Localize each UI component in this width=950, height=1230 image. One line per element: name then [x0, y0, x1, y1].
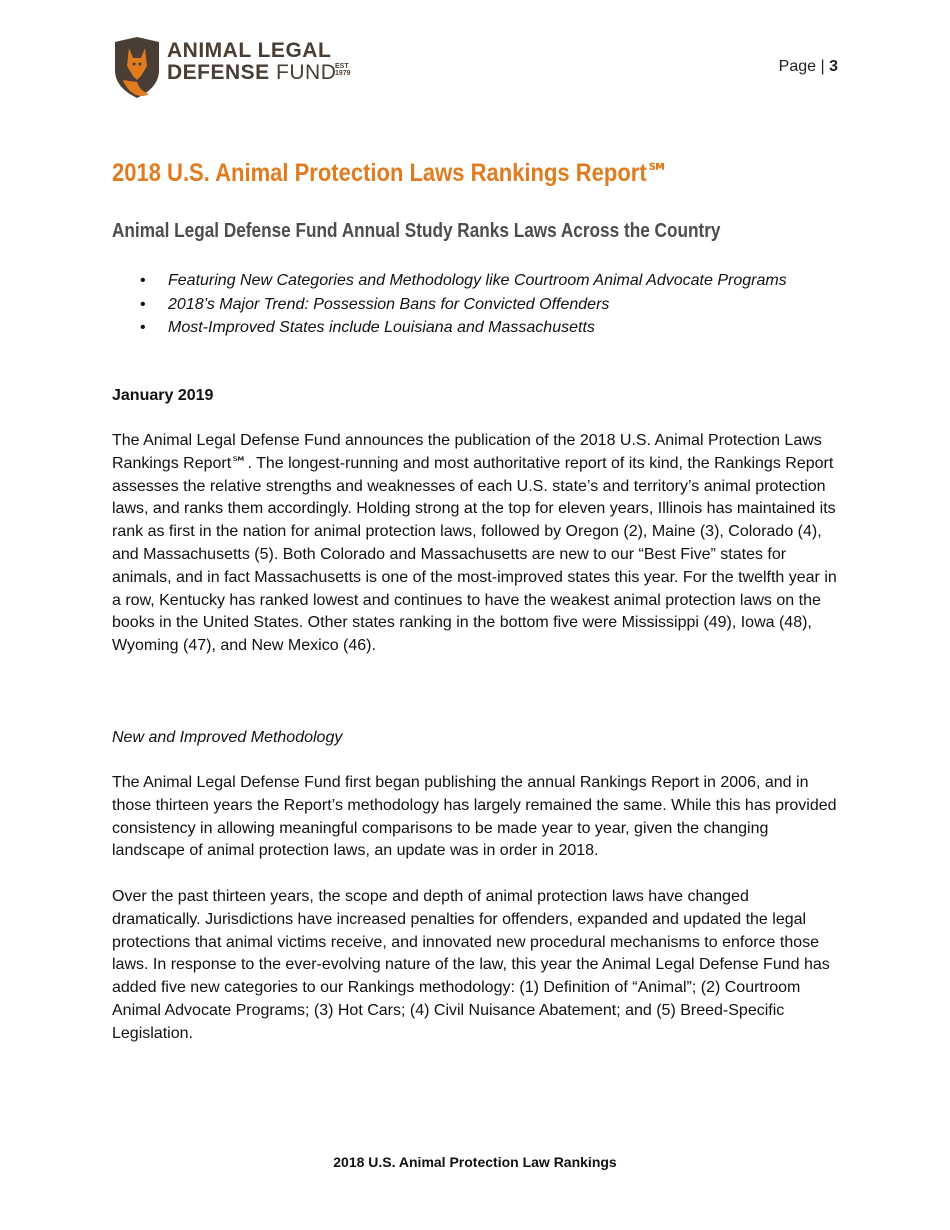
logo-line-2 [167, 62, 336, 84]
logo-fund-word: FUND [276, 61, 337, 84]
organization-logo [113, 36, 363, 100]
fox-shield-icon [113, 36, 161, 100]
publication-date: January 2019 [112, 387, 214, 404]
page-number: 3 [829, 58, 838, 75]
list-item: • Most-Improved States include Louisiana and Massachusetts [140, 316, 787, 340]
methodology-paragraph-1: The Animal Legal Defense Fund first began publishing the annual Rankings Report in 2006, and in those thirteen years the Report’s methodology has largely remained the same. While this has provided consistency in allowing meaningful comparisons to be made year to year, given the changing landscape of animal protection laws, an update was in order in 2018. [112, 774, 837, 860]
logo-est-label: EST [335, 63, 349, 70]
report-subtitle: Animal Legal Defense Fund Annual Study Ranks Laws Across the Country [112, 220, 721, 242]
logo-established [335, 63, 351, 77]
methodology-paragraph-2: Over the past thirteen years, the scope and depth of animal protection laws have changed dramatically. Jurisdictions have increased penalties for offenders, expanded and updated the legal protections that animal victims receive, and innovated new procedural mechanisms to enforce those laws. In response to the ever-evolving nature of the law, this year the Animal Legal Defense Fund has added five new categories to our Rankings methodology: (1) Definition of “Animal”; (2) Courtroom Animal Advocate Programs; (3) Hot Cars; (4) Civil Nuisance Abatement; and (5) Breed-Specific Legislation. [112, 888, 830, 1042]
logo-line-1: ANIMAL LEGAL [167, 39, 332, 62]
logo-defense-word: DEFENSE [167, 61, 270, 84]
section-heading: New and Improved Methodology [112, 729, 343, 746]
page-footer: 2018 U.S. Animal Protection Law Rankings [333, 1154, 617, 1170]
highlights-list [140, 269, 787, 340]
page-number-indicator [779, 58, 838, 76]
list-item: • Featuring New Categories and Methodology like Courtroom Animal Advocate Programs [140, 269, 787, 293]
intro-paragraph: The Animal Legal Defense Fund announces the publication of the 2018 U.S. Animal Protection Laws Rankings Report℠. The longest-running and most authoritative report of its kind, the Rankings Report assesses the relative strengths and weaknesses of each U.S. state’s and territory’s animal protection laws, and ranks them accordingly. Holding strong at the top for eleven years, Illinois has maintained its rank as first in the nation for animal protection laws, followed by Oregon (2), Maine (3), Colorado (4), and Massachusetts (5). Both Colorado and Massachusetts are new to our “Best Five” states for animals, and in fact Massachusetts is one of the most-improved states this year. For the twelfth year in a row, Kentucky has ranked lowest and continues to have the weakest animal protection laws on the books in the United States. Other states ranking in the bottom five were Mississippi (49), Iowa (48), Wyoming (47), and New Mexico (46). [112, 432, 837, 655]
report-title: 2018 U.S. Animal Protection Laws Rankings Report℠ [112, 159, 670, 187]
list-item: • 2018’s Major Trend: Possession Bans for Convicted Offenders [140, 293, 787, 317]
logo-est-year: 1979 [335, 70, 351, 77]
page-label: Page | [778, 58, 825, 75]
